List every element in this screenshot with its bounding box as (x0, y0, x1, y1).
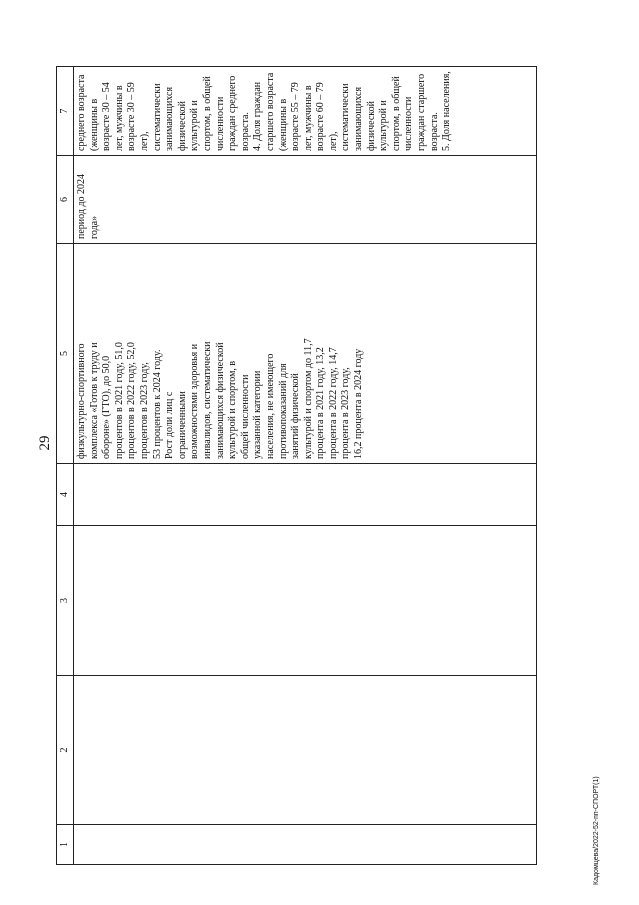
text-line: года» (88, 215, 100, 239)
text-line: 16,2 процента в 2024 году (353, 348, 365, 459)
text-line: граждан среднего (227, 75, 239, 151)
text-line: лет), (138, 131, 150, 151)
text-line: возрасте 60 – 79 (315, 82, 327, 151)
cell-col4 (74, 464, 537, 526)
text-line: (женщины в (88, 98, 100, 151)
header-cell: 7 (57, 67, 74, 156)
header-cell: 1 (57, 825, 74, 865)
text-line: общей численности (239, 374, 251, 459)
text-line: лет, мужчины в (113, 85, 125, 151)
text-line: спортом, в общей (201, 76, 213, 151)
text-line: ограниченными (176, 391, 188, 459)
text-line: период до 2024 (76, 173, 87, 239)
cell-col5 (74, 244, 537, 464)
text-line: старшего возраста (264, 72, 276, 151)
text-line: среднего возраста (76, 74, 87, 151)
text-line: 4. Доля граждан (252, 81, 264, 151)
text-line: систематически (151, 83, 163, 151)
text-line: процентов в 2023 году, (138, 362, 150, 459)
text-line: возрасте 30 – 59 (126, 82, 138, 151)
footer-code: Кадомцева/2022-52-пп-СПОРТ(1) (593, 776, 600, 885)
text-line: физической (365, 101, 377, 151)
text-line: возраста. (428, 112, 440, 151)
text-line: возрасте 30 – 54 (101, 82, 113, 151)
text-line: обороне» (ГТО), до 50,0 (101, 355, 113, 459)
text-line: численности (403, 96, 415, 151)
text-line: возможностями здоровья и (189, 343, 201, 459)
text-line: Рост доли лиц с (164, 391, 176, 459)
program-table (56, 66, 537, 865)
text-line: лет, мужчины в (302, 85, 314, 151)
text-line: процентов в 2021 году, 51,0 (113, 342, 125, 459)
text-line: занимающихся физической (214, 342, 226, 459)
text-line: граждан старшего (416, 73, 428, 151)
text-line: культурой и спортом, в (227, 360, 239, 459)
text-line: численности (214, 96, 226, 151)
text-line: населения, не имеющего (264, 353, 276, 459)
text-line: 53 процентов к 2024 году. (151, 349, 163, 459)
text-line: указанной категории (252, 370, 264, 459)
table-row (74, 67, 537, 865)
text-line: культурой и (378, 100, 390, 151)
cell-col6 (74, 156, 537, 244)
text-line: процентов в 2022 году, 52,0 (126, 342, 138, 459)
cell-col7 (74, 67, 537, 156)
header-cell: 5 (57, 244, 74, 464)
cell-col2 (74, 676, 537, 825)
text-line: (женщины в (277, 98, 289, 151)
text-line: систематически (340, 83, 352, 151)
text-line: инвалидов, систематически (201, 341, 213, 459)
page-number: 29 (37, 435, 53, 451)
text-line: культурой и спортом до 11,7 (302, 338, 314, 459)
text-line: лет), (327, 131, 339, 151)
header-cell: 3 (57, 526, 74, 676)
text-line: 5. Доля населения, (441, 71, 453, 151)
text-line: процента в 2023 году, (340, 367, 352, 459)
text-line: занятий физической (290, 373, 302, 459)
text-line: процента в 2022 году, 14,7 (327, 347, 339, 459)
text-line: занимающихся (164, 86, 176, 151)
text-line: занимающихся (353, 86, 365, 151)
header-cell: 6 (57, 156, 74, 244)
text-line: процента в 2021 году, 13,2 (315, 347, 327, 459)
text-line: возраста. (239, 112, 251, 151)
text-line: физкультурно-спортивного (76, 343, 87, 459)
text-line: противопоказаний для (277, 363, 289, 459)
cell-col3 (74, 526, 537, 676)
cell-col1 (74, 825, 537, 865)
text-line: спортом, в общей (390, 76, 402, 151)
header-cell: 2 (57, 676, 74, 825)
text-line: возрасте 55 – 79 (290, 82, 302, 151)
table-header-row (57, 67, 74, 865)
text-line: культурой и (189, 100, 201, 151)
text-line: физической (176, 101, 188, 151)
text-line: комплекса «Готов к труду и (88, 342, 100, 459)
header-cell: 4 (57, 464, 74, 526)
